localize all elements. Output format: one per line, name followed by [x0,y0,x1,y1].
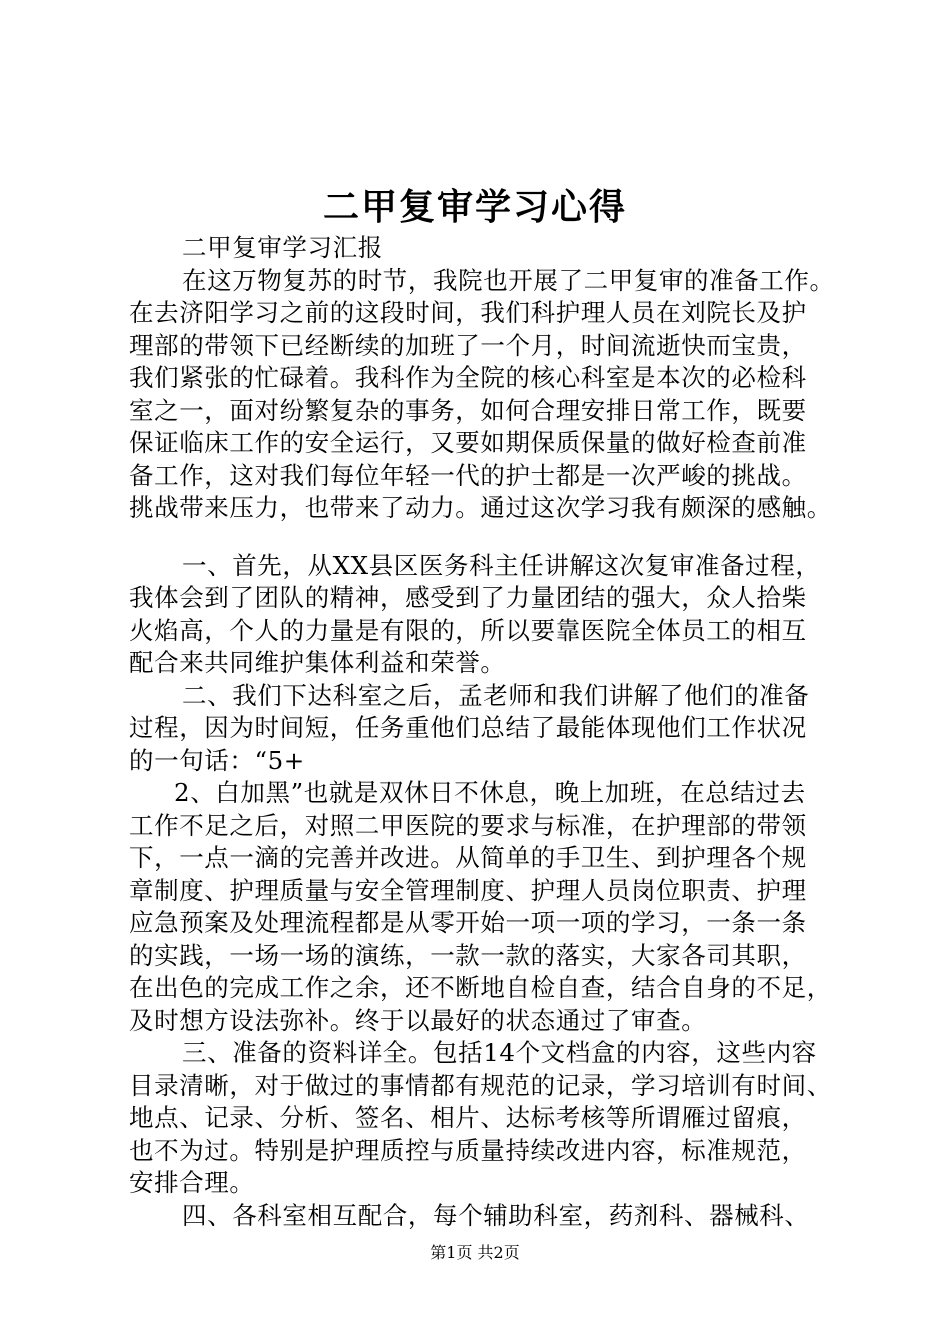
paragraph-line: 一、首先，从XX县区医务科主任讲解这次复审准备过程， [182,550,821,580]
paragraph-line: 挑战带来压力，也带来了动力。通过这次学习我有颇深的感触。 [129,493,832,522]
paragraph-line: 应急预案及处理流程都是从零开始一项一项的学习，一条一条 [129,908,807,937]
paragraph-line: 在这万物复苏的时节，我院也开展了二甲复审的准备工作。 [182,265,835,295]
paragraph-line: 在出色的完成工作之余，还不断地自检自查，结合自身的不足， [129,973,832,1002]
paragraph-line: 的实践，一场一场的演练，一款一款的落实，大家各司其职， [129,940,807,970]
paragraph-line: 目录清晰，对于做过的事情都有规范的记录，学习培训有时间、 [129,1070,832,1100]
paragraph-line: 二、我们下达科室之后，孟老师和我们讲解了他们的准备 [182,680,810,710]
paragraph-line: 工作不足之后，对照二甲医院的要求与标准，在护理部的带领 [129,810,807,840]
paragraph-line: 下，一点一滴的完善并改进。从简单的手卫生、到护理各个规 [129,843,807,872]
document-body [129,232,864,1232]
document-title: 二甲复审学习心得 [322,186,627,228]
paragraph-line: 2、白加黑”也就是双休日不休息，晚上加班，在总结过去 [174,778,806,807]
paragraph-line: 三、准备的资料详全。包括14个文档盒的内容，这些内容 [182,1038,817,1067]
paragraph-line: 及时想方设法弥补。终于以最好的状态通过了审查。 [129,1005,707,1035]
paragraph-line: 的一句话：“5+ [129,745,305,775]
paragraph-line: 也不为过。特别是护理质控与质量持续改进内容，标准规范， [129,1135,807,1165]
paragraph-line: 配合来共同维护集体利益和荣誉。 [129,648,506,677]
paragraph-line: 我们紧张的忙碌着。我科作为全院的核心科室是本次的必检科 [129,363,807,392]
paragraph-line: 室之一，面对纷繁复杂的事务，如何合理安排日常工作，既要 [129,395,807,425]
paragraph-line: 过程，因为时间短，任务重他们总结了最能体现他们工作状况 [129,713,807,742]
subtitle: 二甲复审学习汇报 [182,233,383,262]
paragraph-line: 四、各科室相互配合，每个辅助科室，药剂科、器械科、 [182,1200,810,1230]
page-footer: 第1页 共2页 [430,1243,520,1262]
paragraph-line: 理部的带领下已经断续的加班了一个月，时间流逝快而宝贵， [129,330,807,360]
paragraph-gap [129,525,864,550]
paragraph-line: 保证临床工作的安全运行，又要如期保质保量的做好检查前准 [129,428,807,457]
paragraph-line: 火焰高，个人的力量是有限的，所以要靠医院全体员工的相互 [129,615,807,645]
paragraph-line: 地点、记录、分析、签名、相片、达标考核等所谓雁过留痕， [129,1103,807,1132]
paragraph-line: 在去济阳学习之前的这段时间，我们科护理人员在刘院长及护 [129,298,807,327]
paragraph-line: 备工作，这对我们每位年轻一代的护士都是一次严峻的挑战。 [129,460,807,490]
paragraph-line: 我体会到了团队的精神，感受到了力量团结的强大，众人拾柴 [129,583,807,612]
paragraph-line: 章制度、护理质量与安全管理制度、护理人员岗位职责、护理 [129,875,807,905]
paragraph-line: 安排合理。 [129,1168,255,1197]
